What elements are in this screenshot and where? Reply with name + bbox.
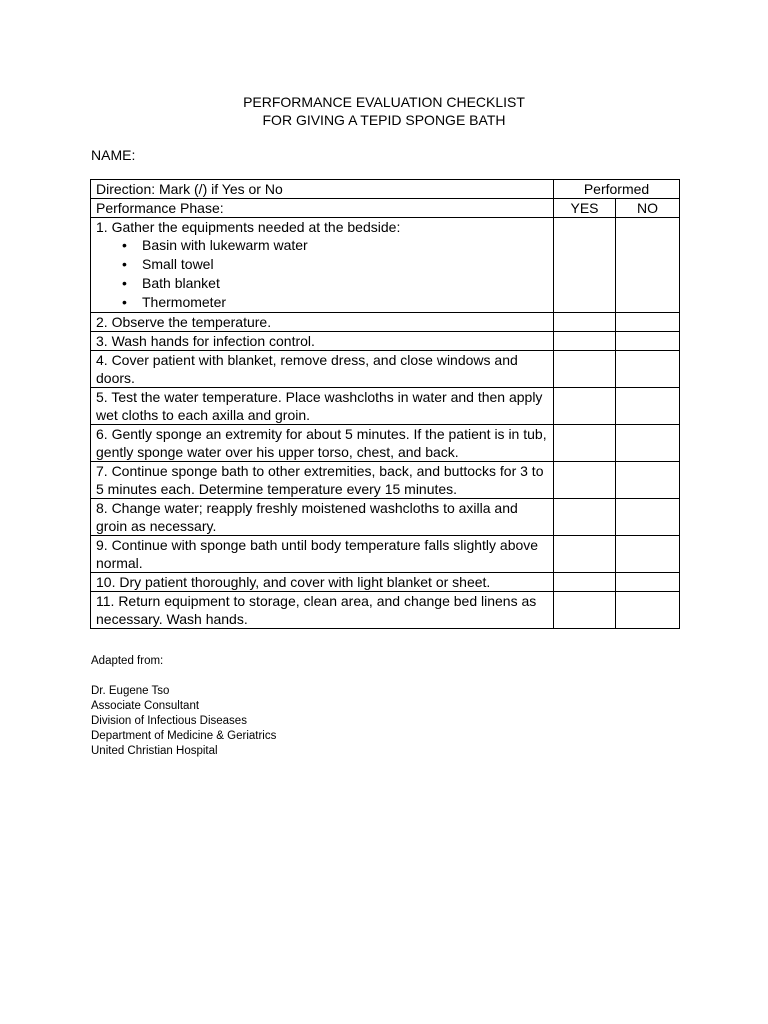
- no-checkbox-cell[interactable]: [616, 592, 680, 629]
- table-row: [91, 499, 680, 536]
- step-text: 1. Gather the equipments needed at the bedside:: [96, 219, 401, 235]
- no-checkbox-cell[interactable]: [616, 499, 680, 536]
- bullet-icon: •: [122, 237, 127, 253]
- yes-header: YES: [554, 199, 616, 218]
- table-row: [91, 536, 680, 573]
- step-cell: [91, 218, 554, 313]
- equipment-list: [96, 236, 548, 312]
- no-checkbox-cell[interactable]: [616, 313, 680, 332]
- direction-cell: Direction: Mark (/) if Yes or No: [91, 180, 554, 199]
- list-item-text: Bath blanket: [142, 275, 220, 291]
- no-header: NO: [616, 199, 680, 218]
- performance-phase-cell: Performance Phase:: [91, 199, 554, 218]
- performed-header: Performed: [554, 180, 680, 199]
- bullet-icon: •: [122, 275, 127, 291]
- list-item-text: Small towel: [142, 256, 214, 272]
- list-item: [122, 236, 548, 255]
- step-cell: 8. Change water; reapply freshly moistened washcloths to axilla and groin as necessary.: [91, 499, 554, 536]
- yes-checkbox-cell[interactable]: [554, 351, 616, 388]
- bullet-icon: •: [122, 256, 127, 272]
- table-row: [91, 313, 680, 332]
- no-checkbox-cell[interactable]: [616, 218, 680, 313]
- attribution-line: United Christian Hospital: [91, 745, 218, 757]
- yes-checkbox-cell[interactable]: [554, 499, 616, 536]
- yes-checkbox-cell[interactable]: [554, 462, 616, 499]
- checklist-table: [90, 179, 680, 629]
- step-cell: 2. Observe the temperature.: [91, 313, 554, 332]
- table-row: [91, 351, 680, 388]
- attribution-line: Division of Infectious Diseases: [91, 715, 247, 727]
- step-cell: 7. Continue sponge bath to other extremities, back, and buttocks for 3 to 5 minutes each. Determine temperature every 15 minutes.: [91, 462, 554, 499]
- list-item: [122, 293, 548, 312]
- step-cell: 6. Gently sponge an extremity for about 5 minutes. If the patient is in tub, gently sponge water over his upper torso, chest, and back.: [91, 425, 554, 462]
- step-cell: 3. Wash hands for infection control.: [91, 332, 554, 351]
- table-row: [91, 332, 680, 351]
- yes-checkbox-cell[interactable]: [554, 536, 616, 573]
- name-label: NAME:: [91, 147, 136, 163]
- bullet-icon: •: [122, 294, 127, 310]
- step-cell: 5. Test the water temperature. Place washcloths in water and then apply wet cloths to each axilla and groin.: [91, 388, 554, 425]
- step-cell: 9. Continue with sponge bath until body temperature falls slightly above normal.: [91, 536, 554, 573]
- yes-checkbox-cell[interactable]: [554, 592, 616, 629]
- list-item: [122, 255, 548, 274]
- table-row: [91, 425, 680, 462]
- list-item-text: Thermometer: [142, 294, 227, 310]
- spacer: [91, 669, 276, 684]
- document-title-line-2: FOR GIVING A TEPID SPONGE BATH: [262, 112, 506, 128]
- yes-checkbox-cell[interactable]: [554, 332, 616, 351]
- no-checkbox-cell[interactable]: [616, 351, 680, 388]
- list-item-text: Basin with lukewarm water: [142, 237, 308, 253]
- yes-checkbox-cell[interactable]: [554, 573, 616, 592]
- no-checkbox-cell[interactable]: [616, 332, 680, 351]
- no-checkbox-cell[interactable]: [616, 462, 680, 499]
- no-checkbox-cell[interactable]: [616, 573, 680, 592]
- table-header-row: [91, 180, 680, 199]
- no-checkbox-cell[interactable]: [616, 425, 680, 462]
- list-item: [122, 274, 548, 293]
- attribution-line: Department of Medicine & Geriatrics: [91, 730, 277, 742]
- attribution-line: Associate Consultant: [91, 700, 200, 712]
- yes-checkbox-cell[interactable]: [554, 218, 616, 313]
- table-row: [91, 218, 680, 313]
- document-title-line-1: PERFORMANCE EVALUATION CHECKLIST: [243, 94, 525, 110]
- yes-checkbox-cell[interactable]: [554, 388, 616, 425]
- yes-checkbox-cell[interactable]: [554, 425, 616, 462]
- table-subheader-row: [91, 199, 680, 218]
- yes-checkbox-cell[interactable]: [554, 313, 616, 332]
- table-row: [91, 592, 680, 629]
- table-row: [91, 573, 680, 592]
- no-checkbox-cell[interactable]: [616, 388, 680, 425]
- step-cell: 11. Return equipment to storage, clean area, and change bed linens as necessary. Wash hands.: [91, 592, 554, 629]
- step-cell: 10. Dry patient thoroughly, and cover with light blanket or sheet.: [91, 573, 554, 592]
- table-row: [91, 388, 680, 425]
- step-cell: 4. Cover patient with blanket, remove dress, and close windows and doors.: [91, 351, 554, 388]
- attribution-line: Dr. Eugene Tso: [91, 685, 170, 697]
- adapted-from-label: Adapted from:: [91, 655, 164, 667]
- table-row: [91, 462, 680, 499]
- attribution-block: [91, 654, 276, 759]
- no-checkbox-cell[interactable]: [616, 536, 680, 573]
